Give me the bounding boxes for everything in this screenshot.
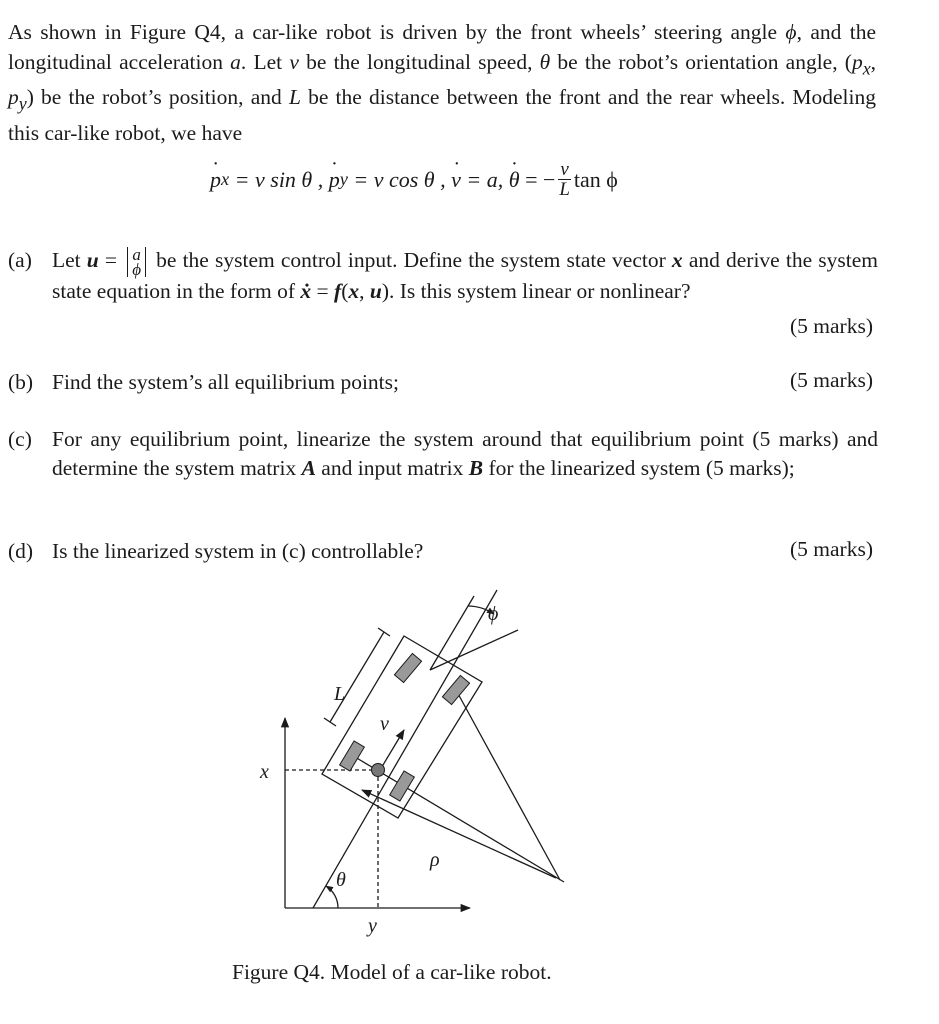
- label-y-axis: y: [368, 915, 377, 937]
- question-text: Find the system’s all equilibrium points;: [52, 370, 399, 394]
- heading-axis-line: [313, 590, 497, 908]
- kinematic-equation: p ˙ x = v sin θ , p ˙ y = v cos θ , v ˙ = a, θ ˙ = − $\frac{v}{L}$ tan ϕ: [210, 160, 618, 199]
- marks-label: (5 marks): [790, 314, 873, 338]
- figure-caption: Figure Q4. Model of a car-like robot.: [232, 960, 552, 984]
- marks-label: (5 marks): [790, 537, 873, 561]
- question-label: (b): [8, 370, 34, 394]
- question-text: Let u = a ϕ be the system control input. Define the system state vector x and derive the system state equation in the form of ẋ = f(x, u). Is this system linear or nonlinear?: [52, 245, 878, 304]
- equation-fraction: $\frac{v}{L}$: [559, 159, 570, 200]
- steering-reference-line: [430, 596, 474, 670]
- length-tick-bottom: [324, 718, 336, 726]
- question-text: Is the linearized system in (c) controllable?: [52, 539, 424, 563]
- input-vector: a ϕ: [127, 247, 146, 277]
- radius-arrow: [362, 790, 556, 878]
- wheel-rear-left: [340, 741, 365, 771]
- label-theta: θ: [336, 869, 346, 891]
- label-velocity: v: [380, 713, 389, 735]
- label-phi: ϕ: [488, 603, 499, 625]
- question-label: (d): [8, 539, 34, 563]
- question-text: For any equilibrium point, linearize the system around that equilibrium point (5 marks) and determine the system matrix A and input matrix B for the linearized system (5 marks);: [52, 427, 878, 480]
- length-tick-top: [378, 628, 390, 636]
- label-rho: ρ: [430, 849, 440, 871]
- label-x-axis: x: [260, 761, 269, 783]
- wheel-front-left: [394, 653, 421, 682]
- length-dimension-line: [330, 632, 384, 722]
- robot-center-point: [372, 764, 385, 777]
- question-label: (c): [8, 427, 32, 451]
- front-wheel-axis: [456, 690, 560, 880]
- label-length: L: [334, 683, 346, 705]
- marks-label: (5 marks): [790, 368, 873, 392]
- velocity-arrow: [380, 730, 404, 770]
- intro-paragraph: As shown in Figure Q4, a car-like robot is driven by the front wheels’ steering angle ϕ, and the longitudinal acceleration a. Let v be the longitudinal speed, θ be the robot’s orientation angle, ($p_x$, $p_y$) be the robot’s position, and L be the distance between the front and the rear wheels. Modeling this car-like robot, we have: [8, 20, 877, 146]
- steering-wheel-direction-line: [430, 630, 518, 670]
- wheel-front-right: [442, 675, 469, 704]
- question-label: (a): [8, 248, 32, 272]
